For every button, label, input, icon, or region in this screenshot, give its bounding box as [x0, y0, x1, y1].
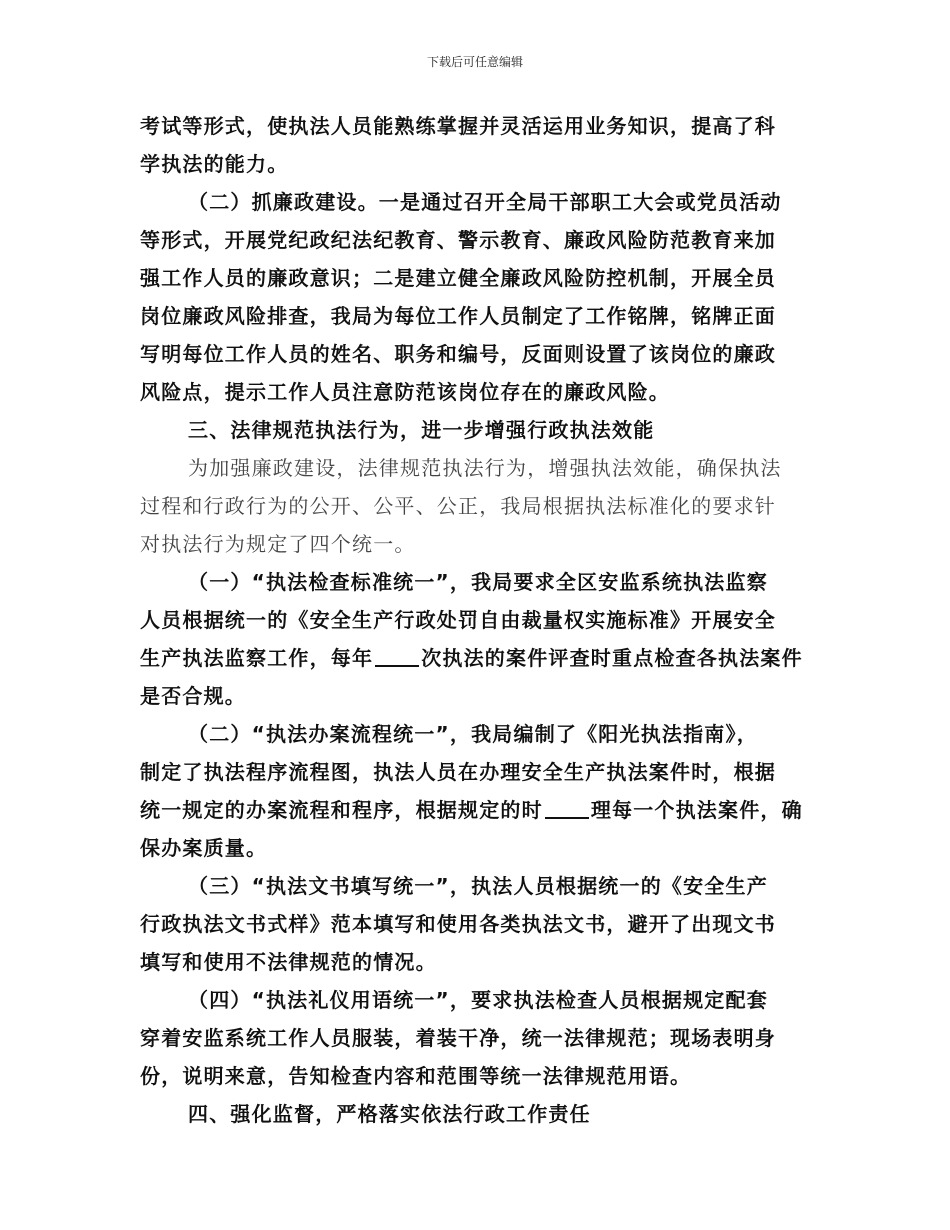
- paragraph-line: 学执法的能力。: [140, 152, 289, 176]
- section-heading: 三、法律规范执法行为，进一步增强行政执法效能: [188, 418, 655, 442]
- paragraph-line: 岗位廉政风险排查，我局为每位工作人员制定了工作铭牌，铭牌正面: [140, 304, 776, 328]
- paragraph-line: 行政执法文书式样》范本填写和使用各类执法文书，避开了出现文书: [140, 912, 776, 936]
- paragraph-line: 写明每位工作人员的姓名、职务和编号，反面则设置了该岗位的廉政: [140, 342, 776, 366]
- paragraph-line: 保办案质量。: [140, 836, 268, 860]
- paragraph-line: 考试等形式，使执法人员能熟练掌握并灵活运用业务知识，提高了科: [140, 114, 776, 138]
- paragraph-line: 填写和使用不法律规范的情况。: [140, 950, 437, 974]
- paragraph-line: 人员根据统一的《安全生产行政处罚自由裁量权实施标准》开展安全: [140, 608, 776, 632]
- paragraph-line: （一）“执法检查标准统一”，我局要求全区安监系统执法监察: [188, 570, 768, 594]
- fill-in-blank: [375, 645, 419, 667]
- paragraph-line: （二）抓廉政建设。一是通过召开全局干部职工大会或党员活动: [188, 190, 782, 214]
- paragraph-line: 为加强廉政建设，法律规范执法行为，增强执法效能，确保执法: [188, 456, 782, 480]
- text-segment: 理每一个执法案件，确: [590, 798, 803, 822]
- text-segment: 统一规定的办案流程和程序，根据规定的时: [140, 798, 543, 822]
- paragraph-line: 强工作人员的廉政意识；二是建立健全廉政风险防控机制，开展全员: [140, 266, 776, 290]
- paragraph-line: 等形式，开展党纪政纪法纪教育、警示教育、廉政风险防范教育来加: [140, 228, 776, 252]
- paragraph-line: （四）“执法礼仪用语统一”，要求执法检查人员根据规定配套: [188, 988, 768, 1012]
- paragraph-line: 穿着安监系统工作人员服装，着装干净，统一法律规范；现场表明身: [140, 1026, 776, 1050]
- paragraph-line: 对执法行为规定了四个统一。: [140, 532, 416, 556]
- paragraph-line: 份，说明来意，告知检查内容和范围等统一法律规范用语。: [140, 1064, 692, 1088]
- paragraph-line: 是否合规。: [140, 684, 246, 708]
- paragraph-line: 制定了执法程序流程图，执法人员在办理安全生产执法案件时，根据: [140, 760, 776, 784]
- paragraph-line: （二）“执法办案流程统一”，我局编制了《阳光执法指南》，: [188, 722, 758, 746]
- fill-in-blank: [545, 797, 589, 819]
- page-header: 下载后可任意编辑: [426, 55, 523, 69]
- paragraph-line: [140, 791, 810, 829]
- document-body: [140, 107, 810, 1133]
- text-segment: 次执法的案件评查时重点检查各执法案件: [421, 646, 803, 670]
- section-heading: 四、强化监督，严格落实依法行政工作责任: [188, 1102, 591, 1126]
- paragraph-line: [140, 639, 810, 677]
- paragraph-line: （三）“执法文书填写统一”，执法人员根据统一的《安全生产: [188, 874, 768, 898]
- paragraph-line: 风险点，提示工作人员注意防范该岗位存在的廉政风险。: [140, 380, 670, 404]
- text-segment: 生产执法监察工作，每年: [140, 646, 374, 670]
- paragraph-line: 过程和行政行为的公开、公平、公正，我局根据执法标准化的要求针: [140, 494, 776, 518]
